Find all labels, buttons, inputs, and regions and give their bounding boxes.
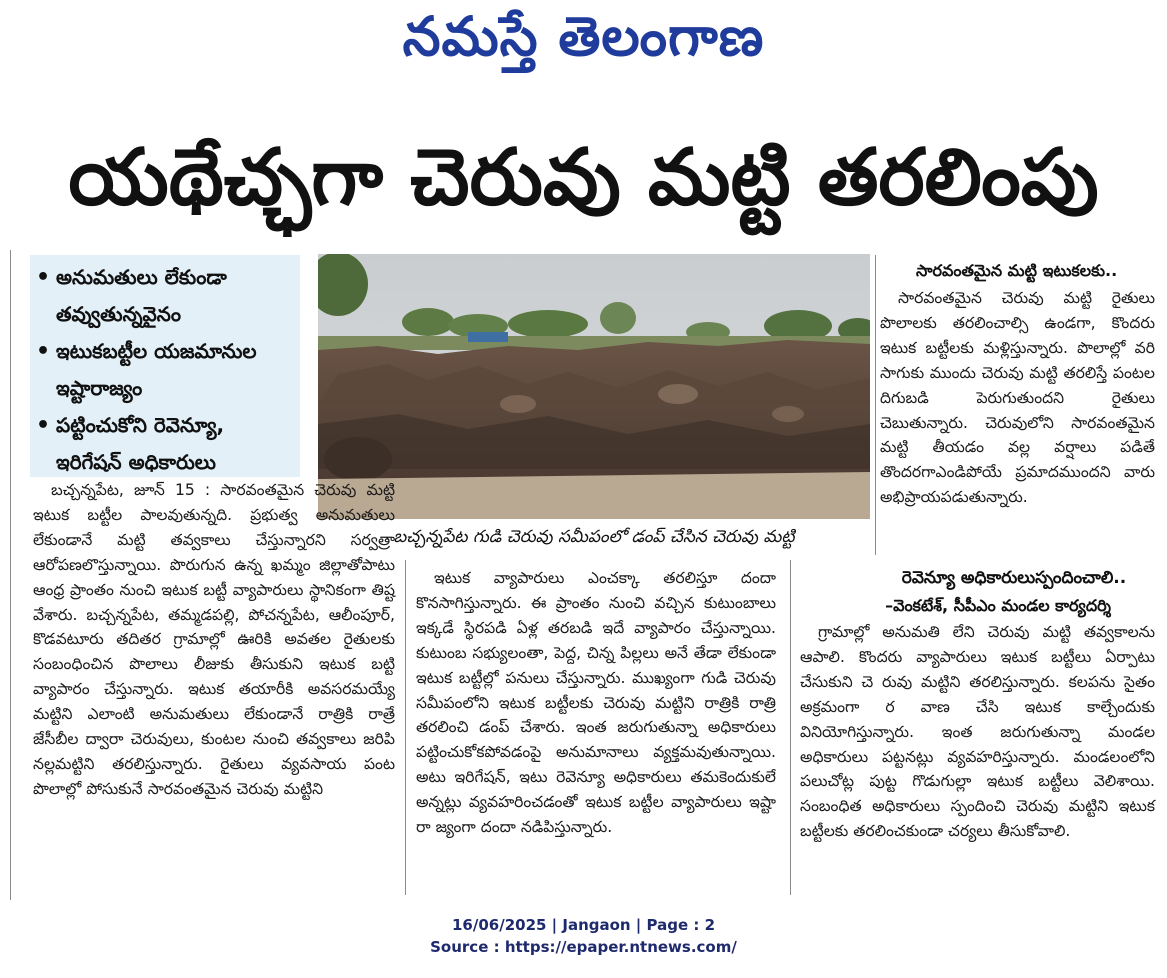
soil-dump-photo xyxy=(318,254,870,519)
news-photo xyxy=(318,254,870,519)
column-divider xyxy=(10,250,11,900)
column-divider xyxy=(405,560,406,895)
masthead-title: నమస్తే తెలంగాణ xyxy=(402,5,765,68)
highlight-text: ఇటుకబట్టీల యజమానుల ఇష్టారాజ్యం xyxy=(56,339,257,400)
highlight-item xyxy=(36,333,294,407)
column-divider xyxy=(875,255,876,555)
quote-attribution: –వెంకటేశ్, సీపీఎం మండల కార్యదర్శి xyxy=(885,596,1111,615)
highlight-item xyxy=(36,259,294,333)
highlight-text: పట్టించుకోని రెవెన్యూ, ఇరిగేషన్ అధికారులు xyxy=(56,413,225,474)
footer-source: Source : https://epaper.ntnews.com/ xyxy=(430,938,737,956)
article-paragraph: ఇటుక వ్యాపారులు ఎంచక్కా తరలిస్తూ దందా కొనసాగిస్తున్నారు. ఈ ప్రాంతం నుంచి వచ్చిన కుటుంబాలు ఇక్కడే స్థిరపడి ఏళ్ల తరబడి ఇదే వ్యాపారం చేస్తున్నాయి. కుటుంబ సభ్యులంతా, పెద్ద, చిన్న పిల్లలు అనే తేడా లేకుండా ఇటుక బట్టీల్లో పనులు చేస్తున్నారు. ముఖ్యంగా గుడి చెరువు సమీపంలోని ఇటుక బట్టీలకు చెరువు మట్టిని రాత్రికి రాత్రి తరలించి డంప్ చేశారు. ఇంత జరుగుతున్నా అధికారులు పట్టించుకోకపోవడంపై అనుమానాలు వ్యక్తమవుతున్నాయి. అటు ఇరిగేషన్, ఇటు రెవెన్యూ అధికారులు తమకెందుకులే అన్నట్లు వ్యవహరించడంతో ఇటుక బట్టీల వ్యాపారులు ఇష్టా రా జ్యంగా దందా నడిపిస్తున్నారు. xyxy=(416,569,776,837)
bullet-icon: • xyxy=(36,339,51,364)
highlights-box xyxy=(30,255,300,477)
column-divider xyxy=(790,560,791,895)
subheading-revenue-officials: రెవెన్యూ అధికారులుస్పందించాలి.. xyxy=(901,568,1127,588)
headline: యథేచ్ఛగా చెరువు మట్టి తరలింపు xyxy=(68,133,1099,223)
article-column-3-bottom xyxy=(800,620,1155,844)
highlight-item xyxy=(36,407,294,481)
highlight-text: అనుమతులు లేకుండా తవ్వుతున్నవైనం xyxy=(56,265,227,326)
footer-date-edition: 16/06/2025 | Jangaon | Page : 2 xyxy=(451,916,716,934)
article-column-2 xyxy=(416,566,776,840)
page-footer xyxy=(0,914,1167,958)
subheading-fertile-soil: సారవంతమైన మట్టి ఇటుకలకు.. xyxy=(916,261,1118,280)
article-column-3-top xyxy=(880,286,1155,510)
article-paragraph: గ్రామాల్లో అనుమతి లేని చెరువు మట్టి తవ్వకాలను ఆపాలి. కొందరు వ్యాపారులు ఇటుక బట్టీలు ఏర్పాటు చేసుకుని చె రువు మట్టిని తరలిస్తున్నారు. కలపను సైతం అక్రమంగా ర వాణ చేసి ఇటుక కాల్చేందుకు వినియోగిస్తున్నారు. ఇంత జరుగుతున్నా మండల అధికారులు పట్టనట్లు వ్యవహరిస్తున్నారు. మండలంలోని పలుచోట్ల పుట్ట గొడుగుల్లా ఇటుక బట్టీలు వెలిశాయి. సంబంధిత అధికారులు స్పందించి చెరువు మట్టిని ఇటుక బట్టీలకు తరలించకుండా చర్యలు తీసుకోవాలి. xyxy=(800,623,1155,841)
photo-caption: బచ్చన్నపేట గుడి చెరువు సమీపంలో డంప్ చేసిన చెరువు మట్టి xyxy=(393,527,795,547)
article-paragraph: బచ్చన్నపేట, జూన్ 15 : సారవంతమైన చెరువు మట్టి ఇటుక బట్టీల పాలవుతున్నది. ప్రభుత్వ అనుమతులు లేకుండానే మట్టి తవ్వకాలు చేస్తున్నారని సర్వత్రా ఆరోపణలొస్తున్నాయి. పొరుగున ఉన్న ఖమ్మం జిల్లాతోపాటు ఆంధ్ర ప్రాంతం నుంచి ఇటుక బట్టీ వ్యాపారులు స్థానికంగా తిష్ట వేశారు. బచ్చన్నపేట, తమ్మడపల్లి, పోచన్నపేట, ఆలీంపూర్, కొడవటూరు తదితర గ్రామాల్లో ఊరికి అవతల రైతులకు సంబంధించిన పొలాలు లీజుకు తీసుకుని ఇటుక బట్టి వ్యాపారం చేస్తున్నారు. ఇటుక తయారీకి అవసరమయ్యే మట్టిని ఎలాంటి అనుమతులు లేకుండానే రాత్రికి రాత్రే జేసీబీల ద్వారా చెరువులు, కుంటల నుంచి తవ్వకాలు జరిపి నల్లమట్టిని తరలిస్తున్నారు. రైతులు వ్యవసాయ పంట పొలాల్లో పోసుకునే సారవంతమైన చెరువు మట్టిని xyxy=(33,481,395,798)
bullet-icon: • xyxy=(36,265,51,290)
article-paragraph: సారవంతమైన చెరువు మట్టి రైతులు పొలాలకు తరలించాల్సి ఉండగా, కొందరు ఇటుక బట్టీలకు మళ్లిస్తున్నారు. పొలాల్లో వరి సాగుకు ముందు చెరువు మట్టి తరలిస్తే పంటల దిగుబడి పెరుగుతుందని రైతులు చెబుతున్నారు. చెరువులోని సారవంతమైన మట్టి తీయడం వల్ల వర్షాలు పడితే తొందరగాఎండిపోయే ప్రమాదముందని వారు అభిప్రాయపడుతున్నారు. xyxy=(880,289,1155,507)
bullet-icon: • xyxy=(36,413,51,438)
article-column-1 xyxy=(33,478,395,802)
